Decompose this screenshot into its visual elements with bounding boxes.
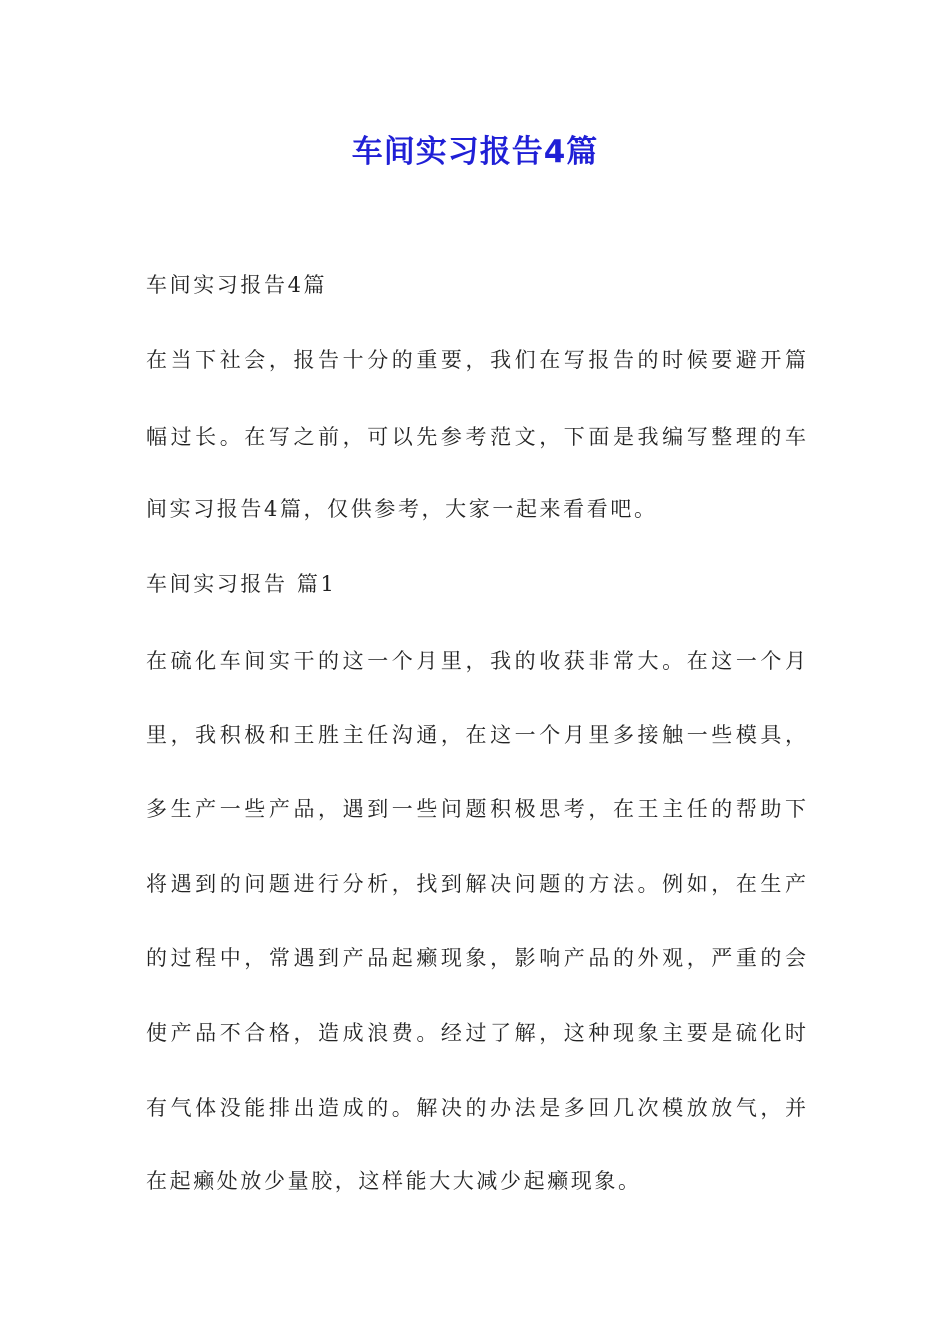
body-line-7: 有气体没能排出造成的。解决的办法是多回几次模放放气，并: [146, 1096, 806, 1120]
intro-line-3: 间实习报告4篇，仅供参考，大家一起来看看吧。: [146, 497, 658, 521]
body-line-4: 将遇到的问题进行分析，找到解决问题的方法。例如，在生产: [146, 872, 806, 896]
body-line-6: 使产品不合格，造成浪费。经过了解，这种现象主要是硫化时: [146, 1021, 806, 1045]
body-line-3: 多生产一些产品，遇到一些问题积极思考，在王主任的帮助下: [146, 797, 806, 821]
intro-line-2: 幅过长。在写之前，可以先参考范文，下面是我编写整理的车: [146, 425, 806, 449]
body-line-2: 里，我积极和王胜主任沟通，在这一个月里多接触一些模具，: [146, 723, 806, 747]
body-line-5: 的过程中，常遇到产品起癞现象，影响产品的外观，严重的会: [146, 946, 806, 970]
document-title: 车间实习报告4篇: [351, 134, 599, 170]
subtitle-line: 车间实习报告4篇: [146, 273, 328, 297]
intro-line-1: 在当下社会，报告十分的重要，我们在写报告的时候要避开篇: [146, 348, 806, 372]
body-line-1: 在硫化车间实干的这一个月里，我的收获非常大。在这一个月: [146, 649, 806, 673]
section-heading-1: 车间实习报告 篇1: [146, 572, 337, 596]
body-line-8: 在起癞处放少量胶，这样能大大减少起癞现象。: [146, 1169, 642, 1193]
